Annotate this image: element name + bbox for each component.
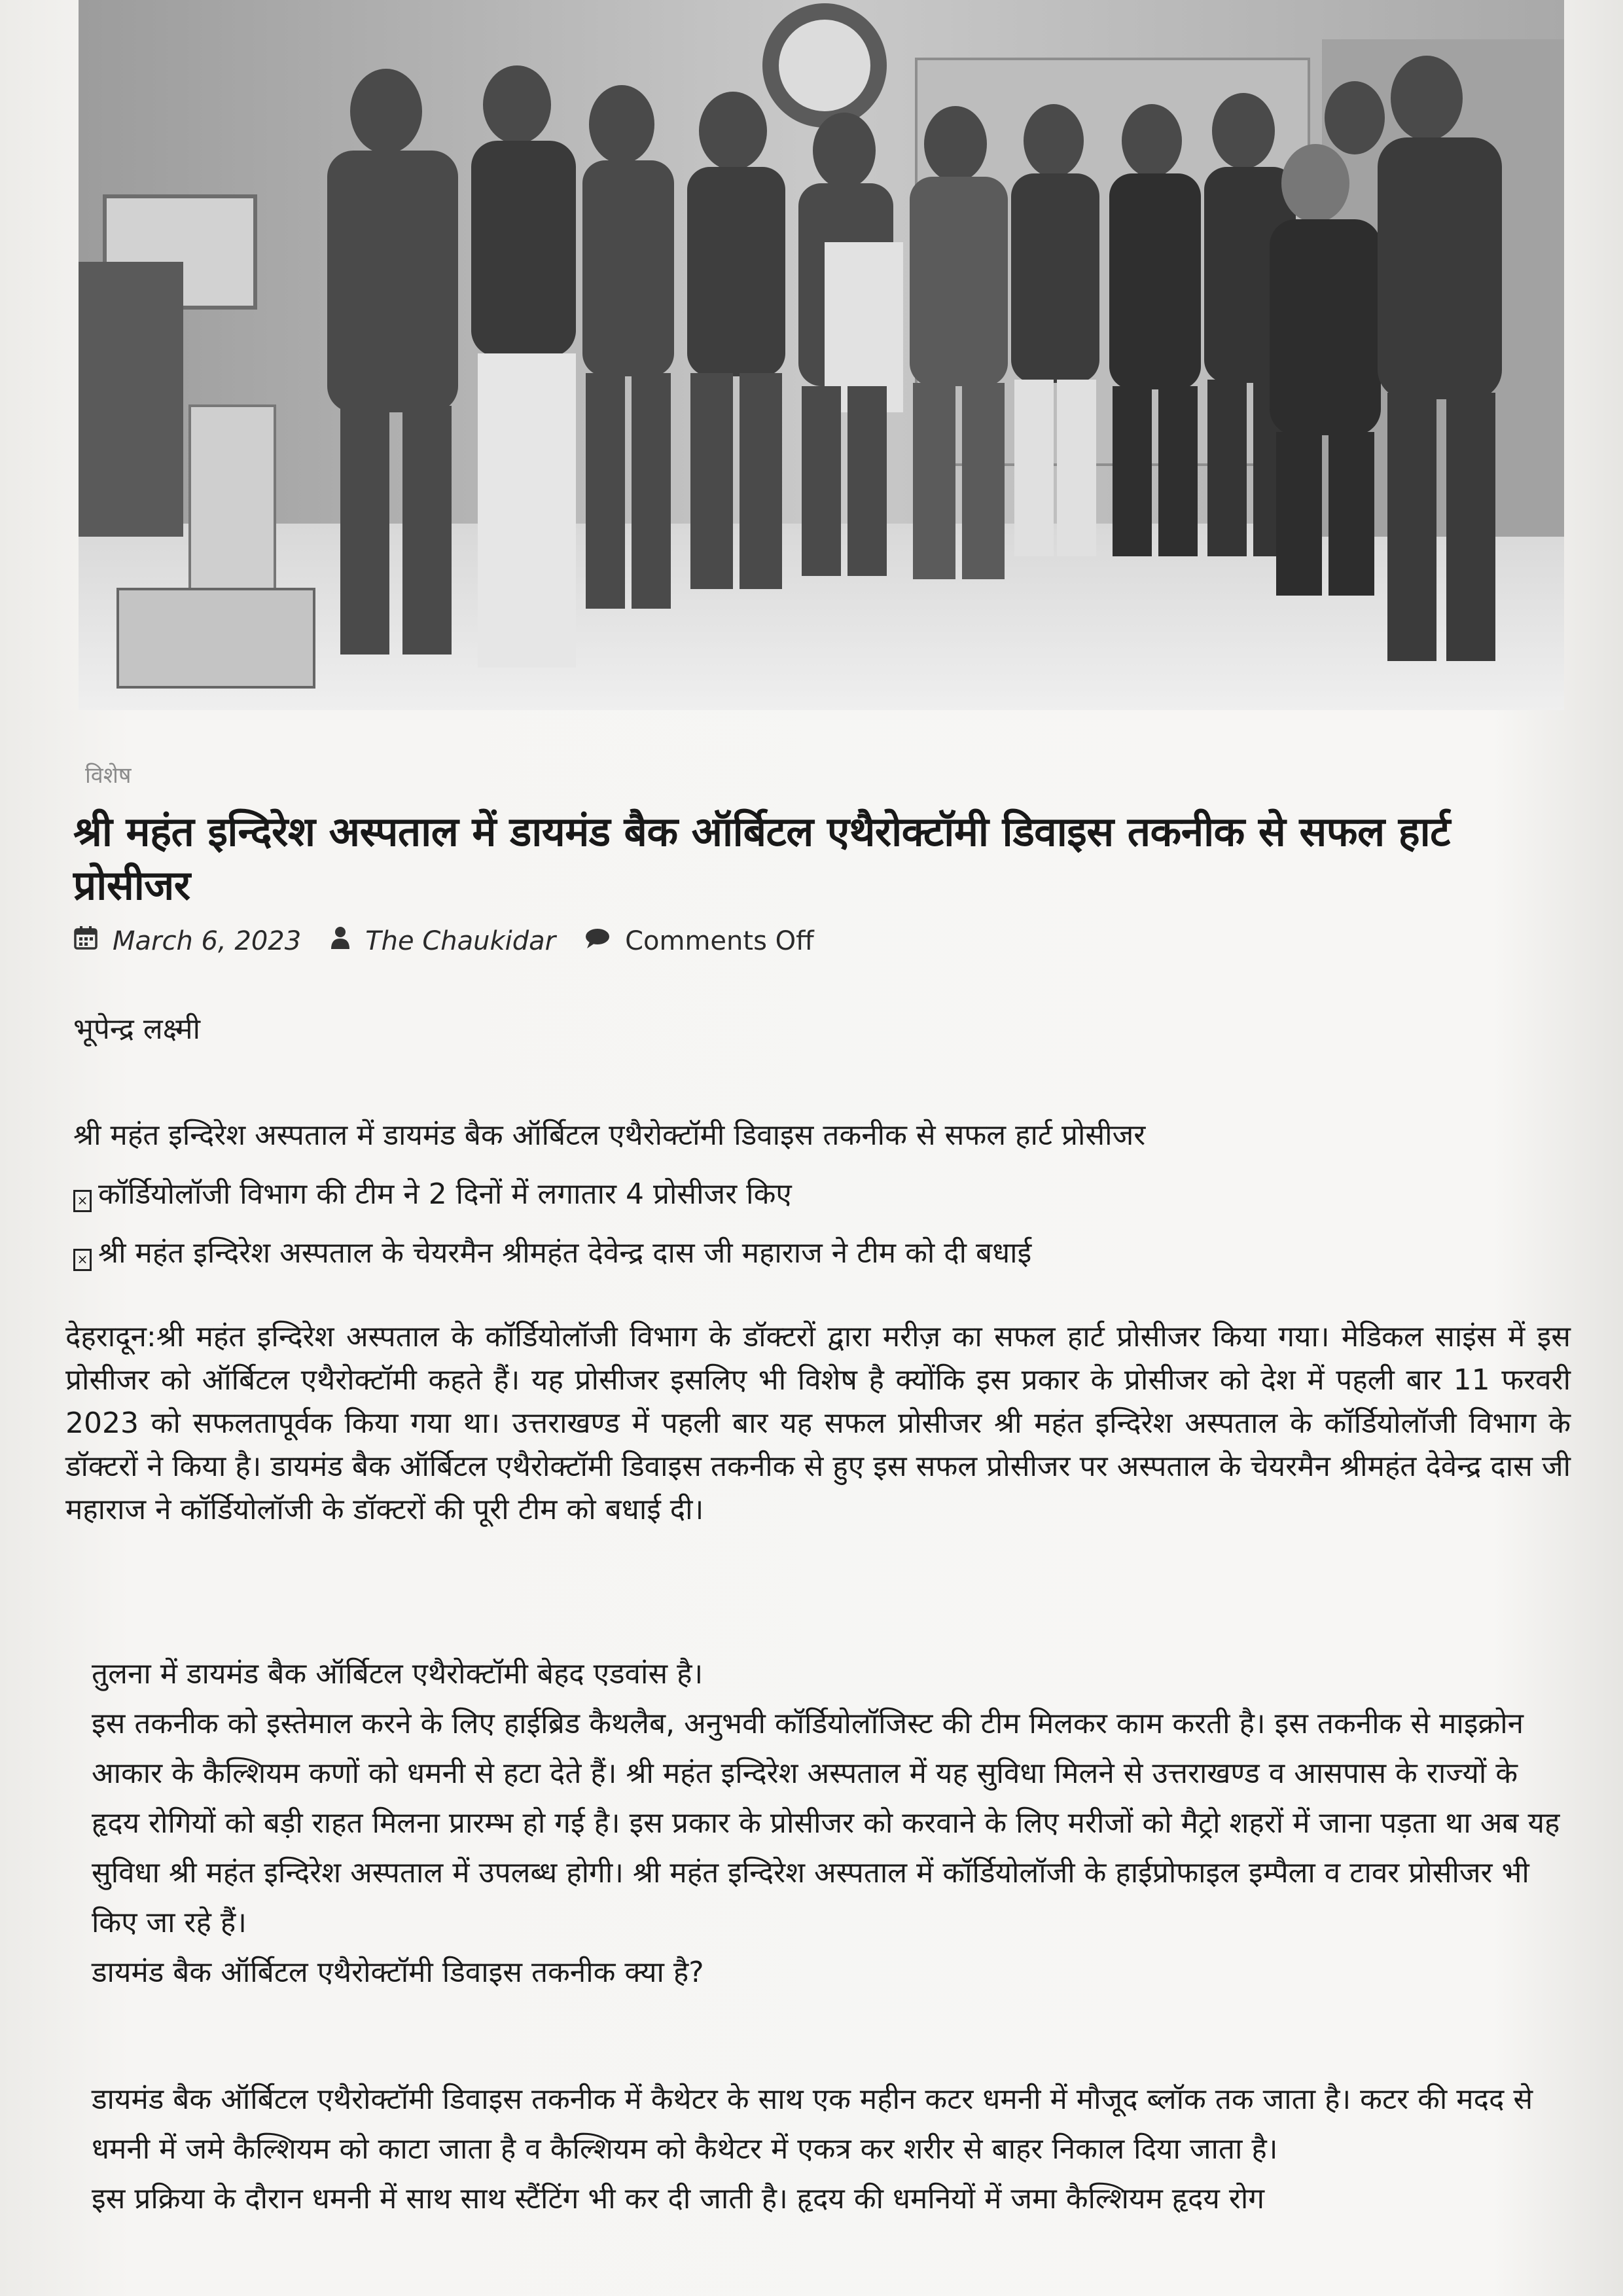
article-paragraph-4: इस प्रक्रिया के दौरान धमनी में साथ साथ स्टैंटिंग भी कर दी जाती है। हृदय की धमनियों में जमा कैल्शियम हृदय रोग	[92, 2182, 1264, 2215]
calendar-icon	[73, 925, 98, 957]
missing-glyph-icon: ×	[73, 1249, 92, 1271]
highlight-item	[73, 1224, 1565, 1283]
article-body-section-2	[92, 2075, 1564, 2224]
meta-date[interactable]	[73, 925, 301, 957]
article-category[interactable]: विशेष	[85, 762, 132, 789]
highlight-text: श्री महंत इन्दिरेश अस्पताल के चेयरमैन श्रीमहंत देवेन्द्र दास जी महाराज ने टीम को दी बधाई	[98, 1236, 1032, 1270]
highlight-item	[73, 1106, 1565, 1165]
group-photo-illustration	[79, 0, 1564, 710]
article-highlights	[73, 1106, 1565, 1283]
article-body-section	[92, 1649, 1564, 1998]
meta-author[interactable]	[330, 925, 556, 957]
missing-glyph-icon: ×	[73, 1190, 92, 1212]
meta-date-text: March 6, 2023	[113, 926, 302, 956]
article-meta	[73, 922, 843, 961]
article-subheading: डायमंड बैक ऑर्बिटल एथैरोक्टॉमी डिवाइस तकनीक क्या है?	[92, 1956, 704, 1989]
comment-icon	[584, 926, 611, 956]
article-paragraph-3: डायमंड बैक ऑर्बिटल एथैरोक्टॉमी डिवाइस तकनीक में कैथेटर के साथ एक महीन कटर धमनी में मौजूद ब्लॉक तक जाता है। कटर की मदद से धमनी में जमे कैल्शियम को काटा जाता है व कैल्शियम को कैथेटर में एकत्र कर शरीर से बाहर निकाल दिया जाता है।	[92, 2083, 1533, 2166]
highlight-text: कॉर्डियोलॉजी विभाग की टीम ने 2 दिनों में लगातार 4 प्रोसीजर किए	[98, 1177, 792, 1211]
article-byline: भूपेन्द्र लक्ष्मी	[73, 1013, 200, 1046]
meta-comments[interactable]	[584, 926, 814, 956]
meta-comments-text: Comments Off	[625, 926, 814, 956]
user-icon	[330, 925, 351, 957]
highlight-item	[73, 1165, 1565, 1224]
meta-author-text: The Chaukidar	[365, 926, 556, 956]
article-paragraph-2b: इस तकनीक को इस्तेमाल करने के लिए हाईब्रिड कैथलैब, अनुभवी कॉर्डियोलॉजिस्ट की टीम मिलकर काम करती है। इस तकनीक से माइक्रोन आकार के कैल्शियम कणों को धमनी से हटा देते हैं। श्री महंत इन्दिरेश अस्पताल में यह सुविधा मिलने से उत्तराखण्ड व आसपास के राज्यों के हृदय रोगियों को बड़ी राहत मिलना प्रारम्भ हो गई है। इस प्रकार के प्रोसीजर को करवाने के लिए मरीजों को मैट्रो शहरों में जाना पड़ता था अब यह सुविधा श्री महंत इन्दिरेश अस्पताल में उपलब्ध होगी। श्री महंत इन्दिरेश अस्पताल में कॉर्डियोलॉजी के हाईप्रोफाइल इम्पैला व टावर प्रोसीजर भी किए जा रहे हैं।	[92, 1707, 1560, 1939]
highlight-text: श्री महंत इन्दिरेश अस्पताल में डायमंड बैक ऑर्बिटल एथैरोक्टॉमी डिवाइस तकनीक से सफल हार्ट प्रोसीजर	[73, 1119, 1146, 1152]
article-paragraph-1: देहरादून:श्री महंत इन्दिरेश अस्पताल के कॉर्डियोलॉजी विभाग के डॉक्टरों द्वारा मरीज़ का सफल हार्ट प्रोसीजर किया गया। मेडिकल साइंस में इस प्रोसीजर को ऑर्बिटल एथैरोक्टॉमी कहते हैं। यह प्रोसीजर इसलिए भी विशेष है क्योंकि इस प्रकार के प्रोसीजर को देश में पहली बार 11 फरवरी 2023 को सफलतापूर्वक किया गया था। उत्तराखण्ड में पहली बार यह सफल प्रोसीजर श्री महंत इन्दिरेश अस्पताल के कॉर्डियोलॉजी विभाग के डॉक्टरों ने किया है। डायमंड बैक ऑर्बिटल एथैरोक्टॉमी डिवाइस तकनीक से हुए इस सफल प्रोसीजर पर अस्पताल के चेयरमैन श्रीमहंत देवेन्द्र दास जी महाराज ने कॉर्डियोलॉजी के डॉक्टरों की पूरी टीम को बधाई दी।	[65, 1320, 1571, 1526]
group-photo	[79, 0, 1564, 710]
article-headline[interactable]: श्री महंत इन्दिरेश अस्पताल में डायमंड बैक ऑर्बिटल एथैरोक्टॉमी डिवाइस तकनीक से सफल हार्ट प्रोसीजर	[73, 808, 1450, 909]
article-paragraph-2a: तुलना में डायमंड बैक ऑर्बिटल एथैरोक्टॉमी बेहद एडवांस है।	[92, 1657, 704, 1691]
